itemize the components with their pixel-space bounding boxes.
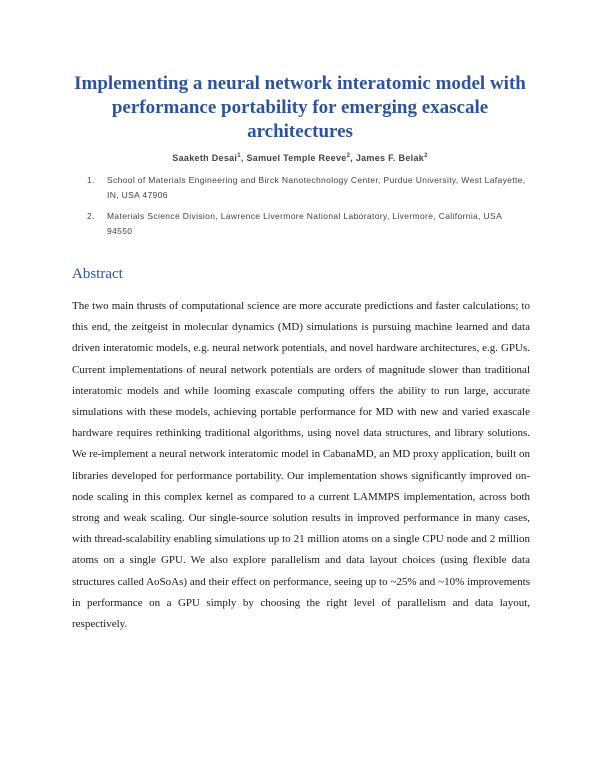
affiliation-item [87, 173, 527, 203]
author-list: Saaketh Desai$^1$, Samuel Temple Reeve$^2$, James F. Belak$^2$ [172, 153, 428, 163]
author-name: Samuel Temple Reeve [246, 153, 347, 163]
affiliation-number: 2. [87, 211, 95, 221]
author-name: James F. Belak [355, 153, 425, 163]
abstract-body: The two main thrusts of computational science are more accurate predictions and faster calculations; to this end, the zeitgeist in molecular dynamics (MD) simulations is pursuing machine learned and data driven interatomic models, e.g. neural network potentials, and novel hardware architectures, e.g. GPUs. Current implementations of neural network potentials are orders of magnitude slower than traditional interatomic models and while looming exascale computing offers the ability to run large, accurate simulations with these models, achieving portable performance for MD with new and varied exascale hardware requires rethinking traditional algorithms, using novel data structures, and library solutions. We re-implement a neural network interatomic model in CabanaMD, an MD proxy application, built on libraries developed for performance portability. Our implementation shows significantly improved on-node scaling in this complex kernel as compared to a current LAMMPS implementation, across both strong and weak scaling. Our single-source solution results in improved performance in many cases, with thread-scalability enabling simulations up to 21 million atoms on a single CPU node and 2 million atoms on a single GPU. We also explore parallelism and data layout choices (using flexible data structures called AoSoAs) and their effect on performance, seeing up to ~25% and ~10% improvements in performance on a GPU simply by choosing the right level of parallelism and data layout, respectively. [72, 300, 530, 631]
author-name: Saaketh Desai [172, 153, 238, 163]
affiliation-text: School of Materials Engineering and Birck Nanotechnology Center, Purdue University, West Lafayette, IN, USA 47906 [107, 175, 526, 200]
abstract-heading: Abstract [72, 266, 123, 282]
paper-title: Implementing a neural network interatomic model with performance portability for emerging exascale architectures [74, 73, 526, 142]
affiliation-text: Materials Science Division, Lawrence Livermore National Laboratory, Livermore, California, USA 94550 [107, 211, 502, 236]
author-superscript: 1 [237, 153, 241, 159]
author-superscript: 2 [346, 153, 351, 159]
affiliation-number: 1. [87, 175, 95, 185]
affiliation-list [87, 173, 527, 245]
author-superscript: 2 [424, 153, 428, 159]
affiliation-item [87, 209, 527, 239]
